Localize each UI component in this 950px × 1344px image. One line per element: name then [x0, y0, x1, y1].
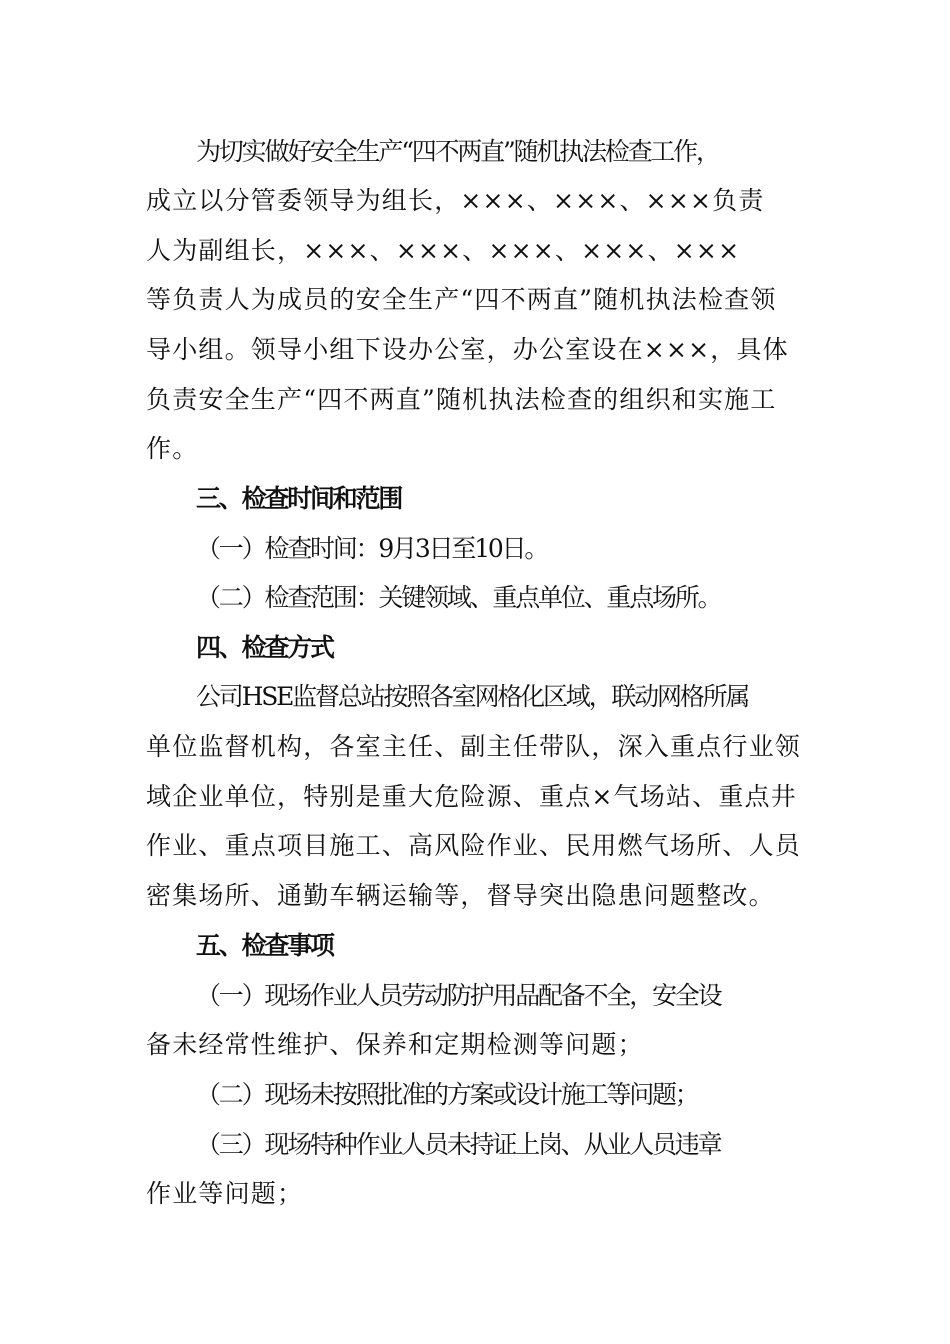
paragraph-line: 人为副组长，×××、×××、×××、×××、××× [146, 236, 741, 265]
paragraph-line: 作业、重点项目施工、高风险作业、民用燃气场所、人员 [146, 831, 802, 860]
paragraph-line: 导小组。领导小组下设办公室，办公室设在×××，具体 [146, 335, 789, 364]
paragraph-line: （一）现场作业人员劳动防护用品配备不全，安全设 [196, 981, 721, 1010]
paragraph-line: 作。 [146, 434, 199, 463]
section-heading: 四、检查方式 [196, 633, 333, 662]
section-heading: 三、检查时间和范围 [196, 484, 402, 513]
paragraph-line: 域企业单位，特别是重大危险源、重点×气场站、重点井 [146, 782, 797, 811]
paragraph-line: 作业等问题； [146, 1179, 304, 1208]
paragraph-line: 为切实做好安全生产“四不两直”随机执法检查工作， [196, 137, 719, 166]
paragraph-line: 成立以分管委领导为组长，×××、×××、×××负责 [146, 186, 765, 215]
paragraph-line: （二）检查范围：关键领域、重点单位、重点场所。 [196, 583, 721, 612]
paragraph-line: 等负责人为成员的安全生产“四不两直”随机执法检查领 [146, 285, 777, 314]
paragraph-line: 密集场所、通勤车辆运输等，督导突出隐患问题整改。 [146, 881, 775, 910]
section-heading: 五、检查事项 [196, 931, 333, 960]
paragraph-line: 单位监督机构，各室主任、副主任带队，深入重点行业领 [146, 732, 802, 761]
paragraph-line: 公司HSE监督总站按照各室网格化区域，联动网格所属 [196, 682, 749, 711]
paragraph-line: （三）现场特种作业人员未持证上岗、从业人员违章 [196, 1130, 721, 1159]
paragraph-line: （二）现场未按照批准的方案或设计施工等问题； [196, 1080, 698, 1109]
paragraph-line: 负责安全生产“四不两直”随机执法检查的组织和实施工 [146, 385, 777, 414]
paragraph-line: 备未经常性维护、保养和定期检测等问题； [146, 1030, 644, 1059]
paragraph-line: （一）检查时间：9月3日至10日。 [196, 534, 548, 563]
